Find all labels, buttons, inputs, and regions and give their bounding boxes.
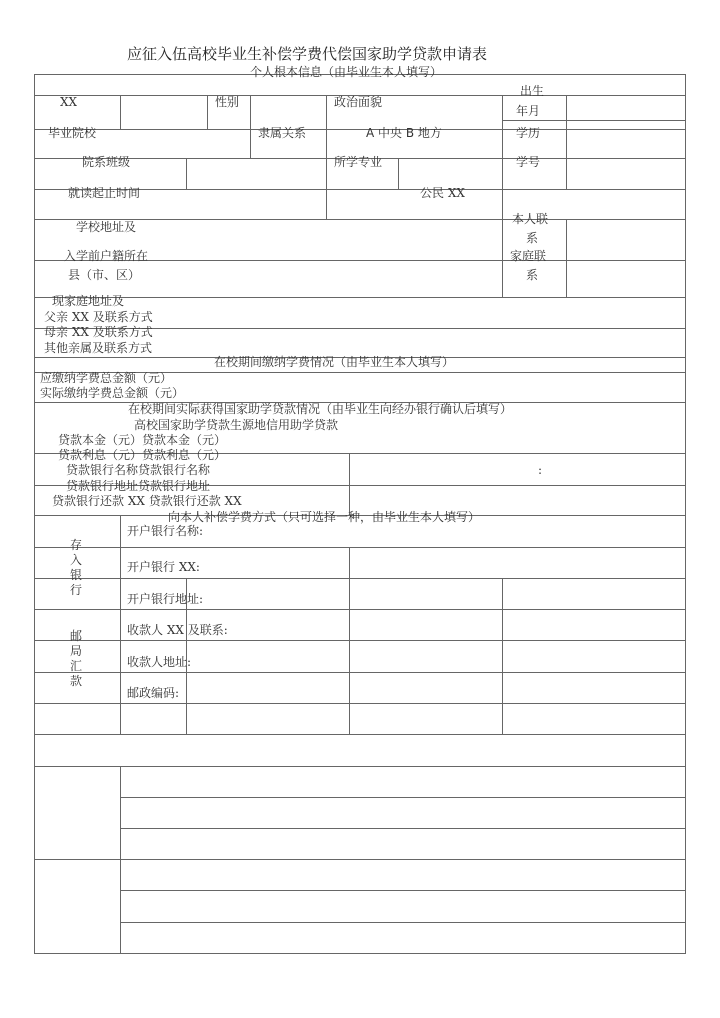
loan-subheader: 高校国家助学贷款生源地信用助学贷款: [134, 418, 339, 432]
loan-bank-address-label: 贷款银行地址贷款银行地址: [66, 479, 211, 493]
home-address-label: 现家庭地址及: [52, 294, 125, 308]
postal-code-label: 邮政编码:: [127, 686, 180, 700]
row-line: [34, 703, 686, 704]
loan-principal-label: 贷款本金（元）贷款本金（元）: [58, 433, 227, 447]
mother-label: 母亲 XX 及联系方式: [44, 325, 153, 339]
row-line: [34, 609, 686, 610]
birth-date-label: 出生: [520, 84, 545, 98]
affiliation-value: A 中央 B 地方: [366, 126, 442, 140]
col-line: [120, 515, 121, 734]
citizen-id-label: 公民 XX: [420, 186, 465, 200]
col-line: [349, 453, 350, 515]
pre-household-label: 入学前户籍所在: [64, 249, 149, 263]
personal-contact-label: 本人联: [512, 212, 549, 226]
row-line: [34, 640, 686, 641]
col-line: [120, 766, 121, 953]
payee-address-label: 收款人地址:: [127, 655, 192, 669]
tuition-header: 在校期间缴纳学费情况（由毕业生本人填写）: [214, 355, 455, 369]
loan-repay-account-label: 贷款银行还款 XX 贷款银行还款 XX: [52, 494, 242, 508]
row-line: [34, 859, 686, 860]
row-line: [120, 828, 686, 829]
row-line: [34, 297, 686, 298]
col-line: [398, 158, 399, 189]
personal-contact-label-2: 系: [526, 231, 539, 245]
education-label: 学历: [516, 126, 541, 140]
col-line: [326, 95, 327, 219]
payable-total-label: 应缴纳学费总金额（元）: [40, 371, 173, 385]
table-border-right: [685, 74, 686, 954]
col-line: [502, 578, 503, 734]
row-line: [34, 129, 686, 130]
grad-school-label: 毕业院校: [48, 126, 97, 140]
compensation-header: 向本人补偿学费方式（只可选择一种，由毕业生本人填写）: [168, 510, 481, 524]
major-label: 所学专业: [334, 155, 383, 169]
row-line: [34, 734, 686, 735]
name-label: XX: [60, 95, 78, 109]
county-label: 县（市、区）: [68, 268, 141, 282]
row-line: [34, 547, 686, 548]
birth-date-label-2: 年月: [516, 104, 541, 118]
col-line: [207, 95, 208, 129]
family-contact-label-2: 系: [526, 268, 539, 282]
row-line: [120, 922, 686, 923]
political-status-label: 政治面貌: [334, 95, 383, 109]
row-line: [120, 797, 686, 798]
department-class-label: 院系班级: [82, 155, 131, 169]
col-line: [349, 547, 350, 734]
father-label: 父亲 XX 及联系方式: [44, 310, 153, 324]
row-line: [34, 578, 686, 579]
study-period-label: 就读起止时间: [68, 186, 141, 200]
row-line: [120, 890, 686, 891]
row-line: [34, 766, 686, 767]
postal-remit-label: 邮 局 汇 款: [69, 629, 82, 688]
col-line: [250, 95, 251, 158]
col-line: [120, 95, 121, 129]
gender-label: 性别: [215, 95, 240, 109]
col-line: [186, 158, 187, 189]
col-line: [502, 95, 503, 297]
bank-account-label: 开户银行 XX:: [127, 560, 200, 574]
form-title: 应征入伍高校毕业生补偿学费代偿国家助学贷款申请表: [127, 45, 488, 63]
personal-info-header: 个人根本信息（由毕业生本人填写）: [250, 65, 443, 79]
affiliation-label: 隶属关系: [258, 126, 307, 140]
relatives-label: 其他亲属及联系方式: [44, 341, 153, 355]
paid-total-label: 实际缴纳学费总金额（元）: [40, 386, 185, 400]
bank-name-label: 开户银行名称:: [127, 524, 204, 538]
colon-mark: :: [538, 463, 543, 477]
school-address-label: 学校地址及: [76, 220, 137, 234]
table-border-left: [34, 74, 35, 954]
payee-contact-label: 收款人 XX 及联系:: [127, 623, 228, 637]
row-line: [34, 953, 686, 954]
col-line: [566, 95, 567, 189]
loan-interest-label: 贷款利息（元）贷款利息（元）: [58, 448, 227, 462]
student-id-label: 学号: [516, 155, 541, 169]
row-line: [502, 120, 686, 121]
bank-deposit-label: 存 入 银 行: [69, 538, 82, 597]
family-contact-label: 家庭联: [510, 249, 547, 263]
row-line: [34, 672, 686, 673]
bank-address-label: 开户银行地址:: [127, 592, 204, 606]
col-line: [566, 219, 567, 297]
loan-bank-name-label: 贷款银行名称贷款银行名称: [66, 463, 211, 477]
loan-header: 在校期间实际获得国家助学贷款情况（由毕业生向经办银行确认后填写）: [128, 402, 513, 416]
